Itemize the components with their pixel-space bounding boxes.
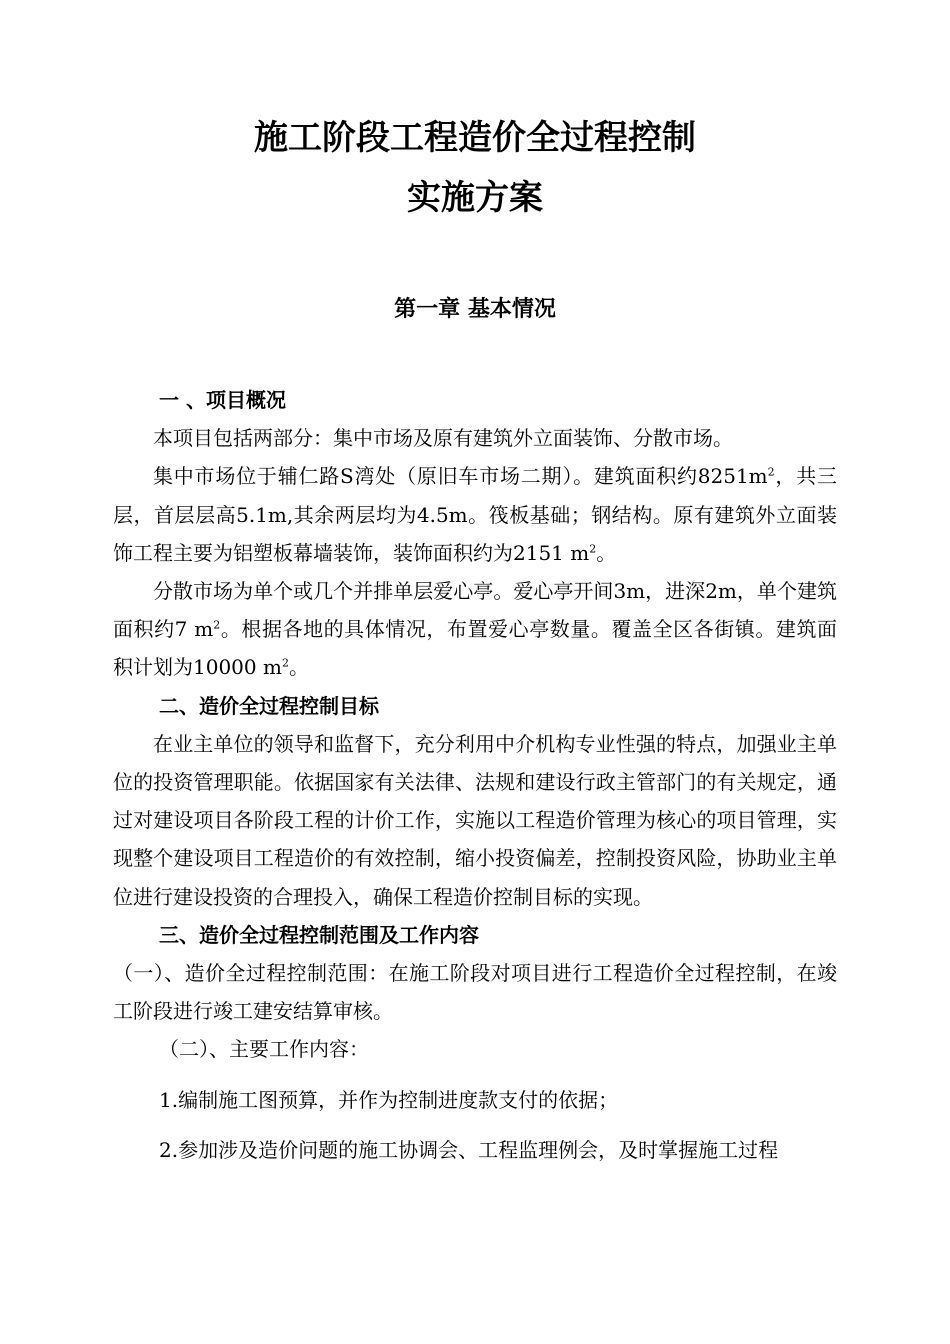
paragraph-text: 。根据各地的具体情况，布置爱心亭数量。覆盖全区各街镇。建筑面积计划为10000 m	[113, 617, 838, 680]
section-heading-scope-and-work: 三、造价全过程控制范围及工作内容	[159, 922, 479, 947]
paragraph-central-market	[113, 457, 837, 572]
paragraph-control-scope: （一）、造价全过程控制范围：在施工阶段对项目进行工程造价全过程控制，在竣工阶段进行竣工建安结算审核。	[113, 961, 837, 1024]
superscript-2: 2	[281, 656, 289, 670]
paragraph-text: 集中市场位于辅仁路S湾处（原旧车市场二期）。建筑面积约8251m	[153, 464, 768, 489]
document-title: 施工阶段工程造价全过程控制	[254, 118, 696, 158]
paragraph-text: ，共三层，首层层高5.1m,其余两层均为4.5m。筏板基础；钢结构。原有建筑外立面装饰工程主要为铝塑板幕墙装饰，装饰面积约为2151 m	[113, 464, 837, 565]
spacer	[113, 1119, 837, 1131]
section-heading-cost-control-goal: 二、造价全过程控制目标	[159, 693, 379, 718]
paragraph-text: 。	[288, 655, 309, 680]
spacer	[113, 1069, 837, 1081]
paragraph-distributed-market	[113, 572, 837, 687]
superscript-2: 2	[767, 465, 775, 479]
paragraph-cost-control-goal: 在业主单位的领导和监督下，充分利用中介机构专业性强的特点，加强业主单位的投资管理职能。依据国家有关法律、法规和建设行政主管部门的有关规定，通过对建设项目各阶段工程的计价工作，实施以工程造价管理为核心的项目管理，实现整个建设项目工程造价的有效控制，缩小投资偏差，控制投资风险，协助业主单位进行建设投资的合理投入，确保工程造价控制目标的实现。	[113, 731, 837, 909]
paragraph-text: 。	[596, 540, 617, 565]
paragraph-main-work-heading: （二）、主要工作内容：	[159, 1037, 369, 1062]
chapter-title: 第一章 基本情况	[394, 297, 556, 322]
document-body	[113, 381, 837, 1169]
document-subtitle: 实施方案	[407, 178, 543, 218]
list-item: 2.参加涉及造价问题的施工协调会、工程监理例会，及时掌握施工过程	[159, 1137, 779, 1162]
superscript-2: 2	[213, 618, 221, 632]
paragraph-text: 分散市场为单个或几个并排单层爱心亭。爱心亭开间3m，进深2m，单个建筑面积约7 m	[113, 579, 837, 642]
list-item: 1.编制施工图预算，并作为控制进度款支付的依据；	[159, 1087, 619, 1112]
paragraph-project-scope: 本项目包括两部分：集中市场及原有建筑外立面装饰、分散市场。	[153, 426, 733, 451]
superscript-2: 2	[589, 542, 597, 556]
section-heading-project-overview: 一 、项目概况	[159, 388, 286, 412]
